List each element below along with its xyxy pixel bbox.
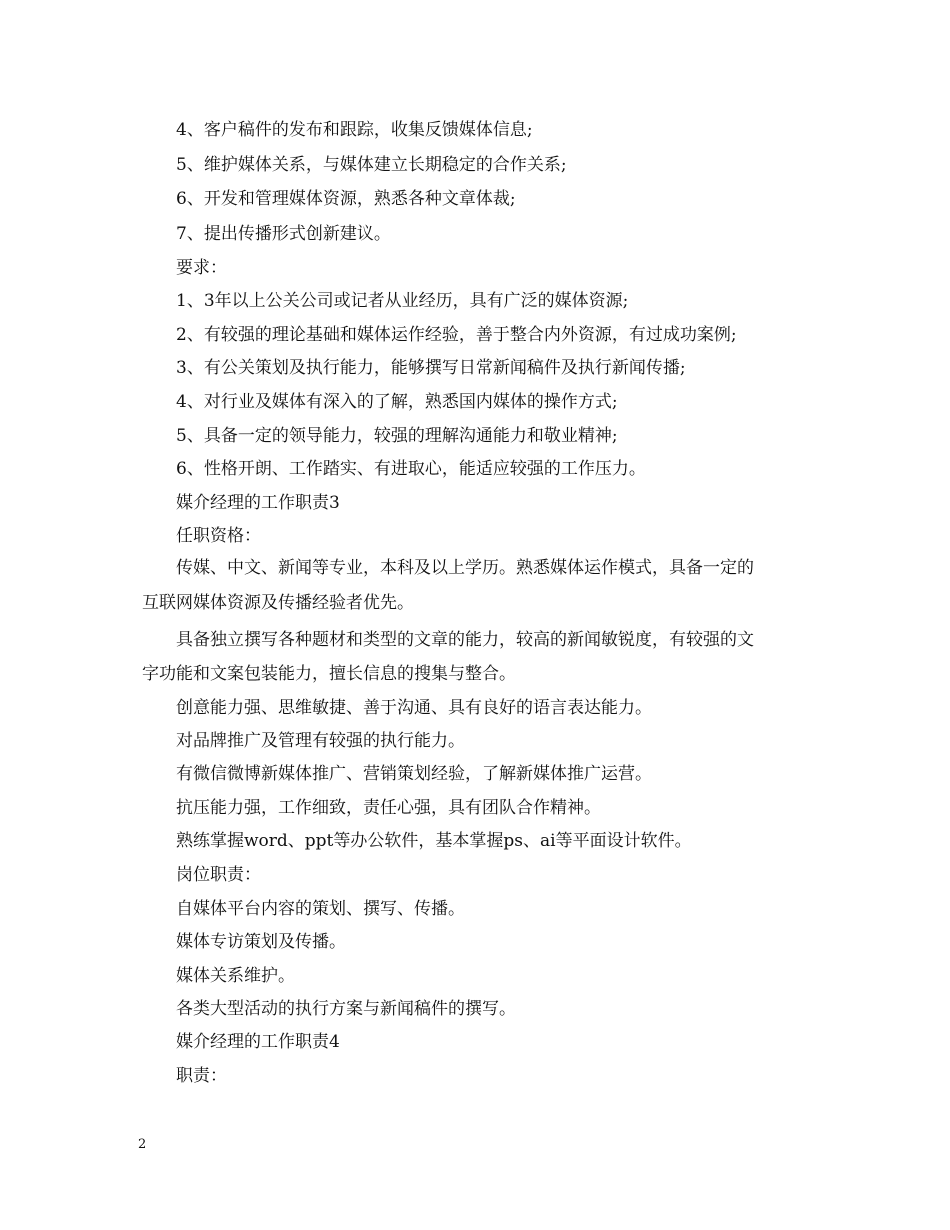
paragraph-line: 6、性格开朗、工作踏实、有进取心，能适应较强的工作压力。 bbox=[176, 459, 646, 479]
section-heading: 媒介经理的工作职责4 bbox=[176, 1032, 340, 1052]
paragraph-line: 自媒体平台内容的策划、撰写、传播。 bbox=[176, 899, 465, 919]
paragraph-line: 熟练掌握word、ppt等办公软件，基本掌握ps、ai等平面设计软件。 bbox=[176, 831, 692, 851]
section-label: 任职资格： bbox=[176, 526, 261, 546]
paragraph-line: 创意能力强、思维敏捷、善于沟通、具有良好的语言表达能力。 bbox=[176, 698, 652, 718]
paragraph-line: 字功能和文案包装能力，擅长信息的搜集与整合。 bbox=[142, 664, 516, 684]
paragraph-line: 7、提出传播形式创新建议。 bbox=[176, 224, 391, 244]
paragraph-line: 具备独立撰写各种题材和类型的文章的能力，较高的新闻敏锐度，有较强的文 bbox=[176, 630, 754, 650]
paragraph-line: 4、客户稿件的发布和跟踪，收集反馈媒体信息; bbox=[176, 120, 533, 140]
paragraph-line: 各类大型活动的执行方案与新闻稿件的撰写。 bbox=[176, 999, 516, 1019]
section-label: 职责： bbox=[176, 1066, 227, 1086]
section-label: 岗位职责： bbox=[176, 865, 261, 885]
paragraph-line: 有微信微博新媒体推广、营销策划经验，了解新媒体推广运营。 bbox=[176, 764, 652, 784]
paragraph-line: 传媒、中文、新闻等专业，本科及以上学历。熟悉媒体运作模式，具备一定的 bbox=[176, 558, 754, 578]
paragraph-line: 媒体专访策划及传播。 bbox=[176, 932, 346, 952]
paragraph-line: 4、对行业及媒体有深入的了解，熟悉国内媒体的操作方式; bbox=[176, 392, 618, 412]
paragraph-line: 3、有公关策划及执行能力，能够撰写日常新闻稿件及执行新闻传播; bbox=[176, 358, 686, 378]
paragraph-line: 6、开发和管理媒体资源，熟悉各种文章体裁; bbox=[176, 189, 516, 209]
paragraph-line: 2、有较强的理论基础和媒体运作经验，善于整合内外资源，有过成功案例; bbox=[176, 325, 737, 345]
paragraph-line: 1、3年以上公关公司或记者从业经历，具有广泛的媒体资源; bbox=[176, 291, 629, 311]
paragraph-line: 抗压能力强，工作细致，责任心强，具有团队合作精神。 bbox=[176, 798, 601, 818]
paragraph-line: 媒体关系维护。 bbox=[176, 966, 295, 986]
paragraph-line: 5、具备一定的领导能力，较强的理解沟通能力和敬业精神; bbox=[176, 426, 618, 446]
section-heading: 媒介经理的工作职责3 bbox=[176, 493, 340, 513]
section-label: 要求： bbox=[176, 258, 227, 278]
paragraph-line: 互联网媒体资源及传播经验者优先。 bbox=[142, 593, 414, 613]
paragraph-line: 5、维护媒体关系，与媒体建立长期稳定的合作关系; bbox=[176, 155, 567, 175]
page-number: 2 bbox=[138, 1137, 147, 1152]
paragraph-line: 对品牌推广及管理有较强的执行能力。 bbox=[176, 731, 465, 751]
